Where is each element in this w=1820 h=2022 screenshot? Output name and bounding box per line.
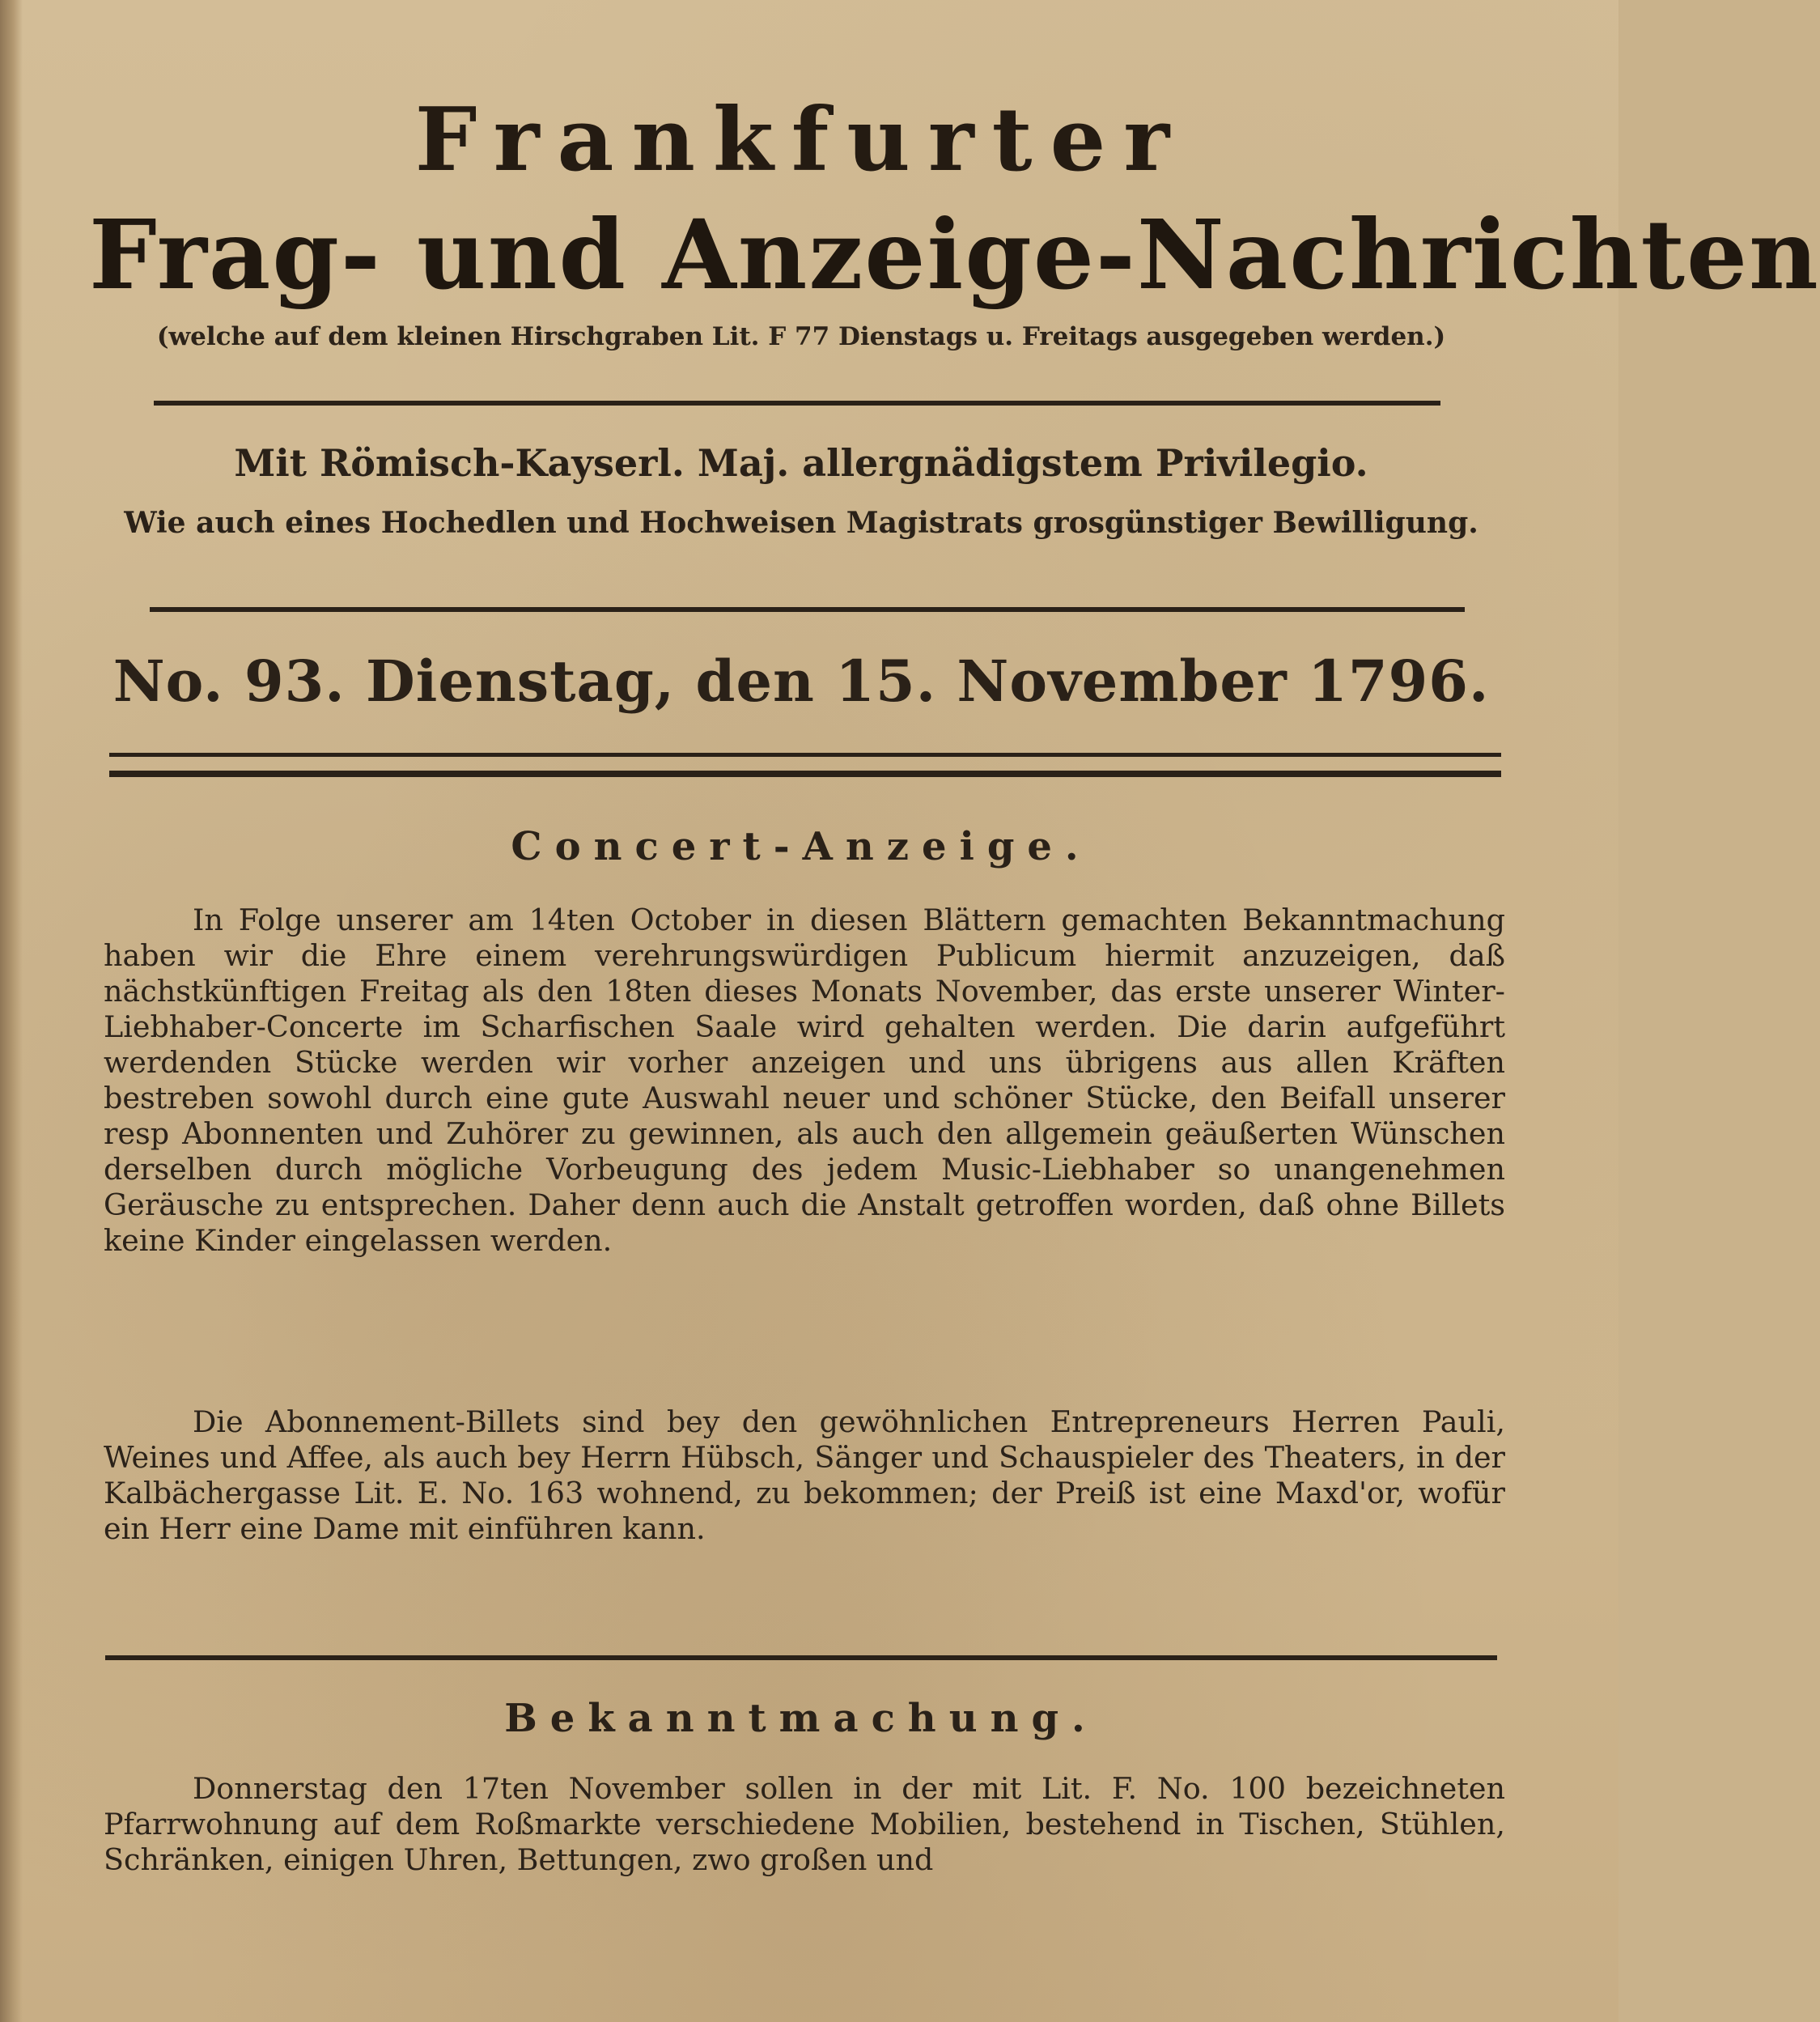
concert-paragraph-2: Die Abonnement-Billets sind bey den gewöhnlichen Entrepreneurs Herren Pauli, Weines und Affee, als auch bey Herrn Hübsch, Sänger und Schauspieler des Theaters, in der Kalbächergasse Lit. E. No. 163 wohnend, zu bekommen; der Preiß ist eine Maxd'or, wofür ein Herr eine Dame mit einführen kann. xyxy=(104,1404,1505,1546)
rule-above-issue xyxy=(150,607,1465,612)
section-heading-concert: Concert-Anzeige. xyxy=(511,824,1092,869)
privilege-line-2: Wie auch eines Hochedlen und Hochweisen Magistrats grosgünstiger Bewilligung. xyxy=(124,506,1478,540)
privilege-line-1: Mit Römisch-Kayserl. Maj. allergnädigstem Privilegio. xyxy=(234,441,1368,485)
announcement-paragraph-1: Donnerstag den 17ten November sollen in der mit Lit. F. No. 100 bezeichneten Pfarrwohnung auf dem Roßmarkte verschiedene Mobilien, bestehend in Tischen, Stühlen, Schränken, einigen Uhren, Bettungen, zwo großen und xyxy=(104,1771,1505,1877)
rule-between-sections xyxy=(105,1655,1497,1660)
masthead-subtitle: (welche auf dem kleinen Hirschgraben Lit. F 77 Dienstags u. Freitags ausgegeben werden.) xyxy=(156,322,1446,351)
rule-below-issue-2 xyxy=(109,771,1501,777)
concert-paragraph-1: In Folge unserer am 14ten October in diesen Blättern gemachten Bekanntmachung haben wir die Ehre einem verehrungswürdigen Publicum hiermit anzuzeigen, daß nächstkünftigen Freitag als den 18ten dieses Monats November, das erste unserer Winter-Liebhaber-Concerte im Scharfischen Saale wird gehalten werden. Die darin aufgeführt werdenden Stücke werden wir vorher anzeigen und uns übrigens aus allen Kräften bestreben sowohl durch eine gute Auswahl neuer und schöner Stücke, den Beifall unserer resp Abonnenten und Zuhörer zu gewinnen, als auch den allgemein geäußerten Wünschen derselben durch mögliche Vorbeugung des jedem Music-Liebhaber so unangenehmen Geräusche zu entsprechen. Daher denn auch die Anstalt getroffen worden, daß ohne Billets keine Kinder eingelassen werden. xyxy=(104,903,1505,1258)
issue-number-date: No. 93. Dienstag, den 15. November 1796. xyxy=(112,648,1490,715)
rule-below-issue-1 xyxy=(109,753,1501,757)
masthead-title: Frag- und Anzeige-Nachrichten xyxy=(89,198,1820,311)
section-heading-announcement: Bekanntmachung. xyxy=(504,1696,1098,1741)
rule-under-masthead xyxy=(154,401,1440,406)
page-edge-shadow xyxy=(0,0,23,2022)
masthead-top-line: Frankfurter xyxy=(414,89,1188,191)
